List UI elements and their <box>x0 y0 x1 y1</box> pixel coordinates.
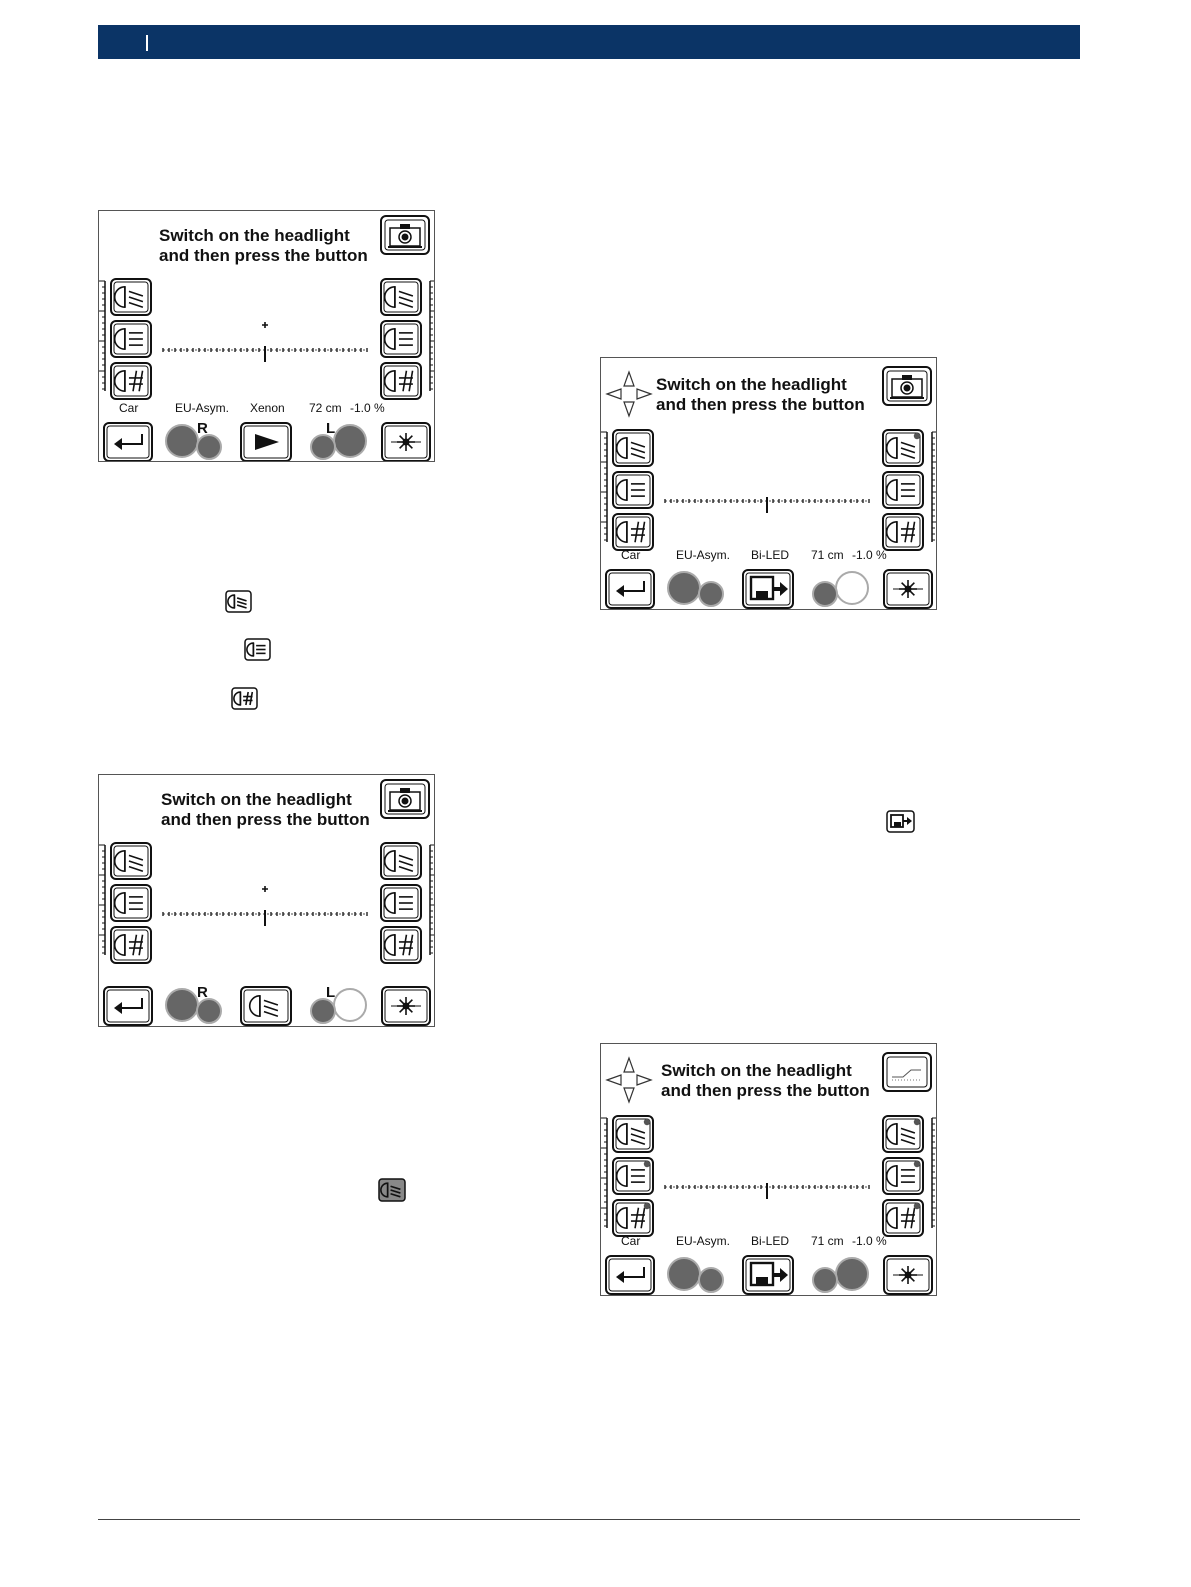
aim-cross <box>262 322 268 328</box>
laser-icon[interactable] <box>382 423 430 461</box>
aim-cross <box>262 886 268 892</box>
right-main-beam-button[interactable] <box>381 885 421 921</box>
low-beam-icon[interactable] <box>241 987 291 1025</box>
side-scale-left <box>601 1118 607 1228</box>
aim-baseline <box>665 1183 869 1199</box>
status-lamp: Bi-LED <box>751 1234 790 1248</box>
status-vehicle: Car <box>119 401 139 415</box>
left-low-beam-button[interactable] <box>613 430 653 466</box>
status-vehicle: Car <box>621 548 641 562</box>
screen-title-line2: and then press the button <box>161 810 370 829</box>
screen-title-line1: Switch on the headlight <box>159 226 350 245</box>
low-beam-filled-icon <box>378 1178 406 1202</box>
status-distance: 72 cm <box>309 401 342 415</box>
right-lamp-indicator <box>668 572 723 606</box>
back-icon[interactable] <box>104 423 152 461</box>
status-light-type: EU-Asym. <box>676 548 730 562</box>
left-low-beam-button[interactable] <box>111 843 151 879</box>
status-lamp: Bi-LED <box>751 548 790 562</box>
left-lamp-indicator <box>813 1258 868 1292</box>
screen-title-line1: Switch on the headlight <box>161 790 352 809</box>
right-lamp-indicator <box>166 425 221 459</box>
right-fog-beam-button[interactable] <box>883 1200 923 1236</box>
right-main-beam-button[interactable] <box>883 1158 923 1194</box>
left-fog-beam-button[interactable] <box>613 1200 653 1236</box>
header-bar <box>98 25 1080 59</box>
screen-title-line1: Switch on the headlight <box>656 375 847 394</box>
side-scale-right <box>932 1118 937 1228</box>
play-icon[interactable] <box>241 423 291 461</box>
status-lamp: Xenon <box>250 401 285 415</box>
laser-icon[interactable] <box>884 570 932 608</box>
right-main-beam-button[interactable] <box>381 321 421 357</box>
status-incline: -1.0 % <box>350 401 385 415</box>
main-beam-icon <box>244 638 271 661</box>
save-next-icon <box>886 810 915 833</box>
left-low-beam-button[interactable] <box>111 279 151 315</box>
right-fog-beam-button[interactable] <box>381 363 421 399</box>
save-next-icon[interactable] <box>743 1256 793 1294</box>
right-main-beam-button[interactable] <box>883 472 923 508</box>
back-icon[interactable] <box>606 1256 654 1294</box>
left-fog-beam-button[interactable] <box>111 363 151 399</box>
footer-rule <box>98 1519 1080 1520</box>
screen-title-line1: Switch on the headlight <box>661 1061 852 1080</box>
aim-baseline <box>163 346 367 362</box>
status-distance: 71 cm <box>811 548 844 562</box>
marker-left: L <box>326 984 336 1001</box>
left-main-beam-button[interactable] <box>111 321 151 357</box>
right-low-beam-button[interactable] <box>381 279 421 315</box>
right-low-beam-button[interactable] <box>381 843 421 879</box>
screen-title-line2: and then press the button <box>661 1081 870 1100</box>
right-lamp-indicator <box>166 989 221 1023</box>
aim-baseline <box>665 497 869 513</box>
right-fog-beam-button[interactable] <box>381 927 421 963</box>
status-light-type: EU-Asym. <box>175 401 229 415</box>
right-fog-beam-button[interactable] <box>883 514 923 550</box>
status-incline: -1.0 % <box>852 548 887 562</box>
marker-left: L <box>326 420 336 437</box>
right-lamp-indicator <box>668 1258 723 1292</box>
camera-icon[interactable] <box>883 367 931 405</box>
left-lamp-indicator <box>311 425 366 459</box>
screen-title-line2: and then press the button <box>159 246 368 265</box>
back-icon[interactable] <box>606 570 654 608</box>
status-incline: -1.0 % <box>852 1234 887 1248</box>
header-separator <box>146 35 148 51</box>
status-distance: 71 cm <box>811 1234 844 1248</box>
right-low-beam-button[interactable] <box>883 430 923 466</box>
left-main-beam-button[interactable] <box>111 885 151 921</box>
headlight-screen-4 <box>600 1043 937 1296</box>
direction-pad-icon[interactable] <box>607 1058 651 1102</box>
camera-icon[interactable] <box>381 216 429 254</box>
save-next-icon[interactable] <box>743 570 793 608</box>
status-vehicle: Car <box>621 1234 641 1248</box>
marker-right: R <box>197 420 208 437</box>
side-scale-right <box>430 845 435 955</box>
graph-icon[interactable] <box>883 1053 931 1091</box>
screen-title-line2: and then press the button <box>656 395 865 414</box>
back-icon[interactable] <box>104 987 152 1025</box>
laser-icon[interactable] <box>884 1256 932 1294</box>
status-light-type: EU-Asym. <box>676 1234 730 1248</box>
side-scale-left <box>99 281 105 391</box>
left-low-beam-button[interactable] <box>613 1116 653 1152</box>
left-lamp-indicator <box>813 572 868 606</box>
aim-baseline <box>163 910 367 926</box>
left-main-beam-button[interactable] <box>613 472 653 508</box>
low-beam-icon <box>225 590 252 613</box>
right-low-beam-button[interactable] <box>883 1116 923 1152</box>
fog-light-icon <box>231 687 258 710</box>
side-scale-left <box>601 432 607 542</box>
direction-pad-icon[interactable] <box>607 372 651 416</box>
headlight-screen-3 <box>600 357 937 610</box>
left-fog-beam-button[interactable] <box>613 514 653 550</box>
left-fog-beam-button[interactable] <box>111 927 151 963</box>
headlight-screen-1 <box>98 210 435 462</box>
laser-icon[interactable] <box>382 987 430 1025</box>
camera-icon[interactable] <box>381 780 429 818</box>
side-scale-right <box>430 281 435 391</box>
marker-right: R <box>197 984 208 1001</box>
side-scale-right <box>932 432 937 542</box>
headlight-screen-2 <box>98 774 435 1027</box>
side-scale-left <box>99 845 105 955</box>
left-lamp-indicator <box>311 989 366 1023</box>
left-main-beam-button[interactable] <box>613 1158 653 1194</box>
